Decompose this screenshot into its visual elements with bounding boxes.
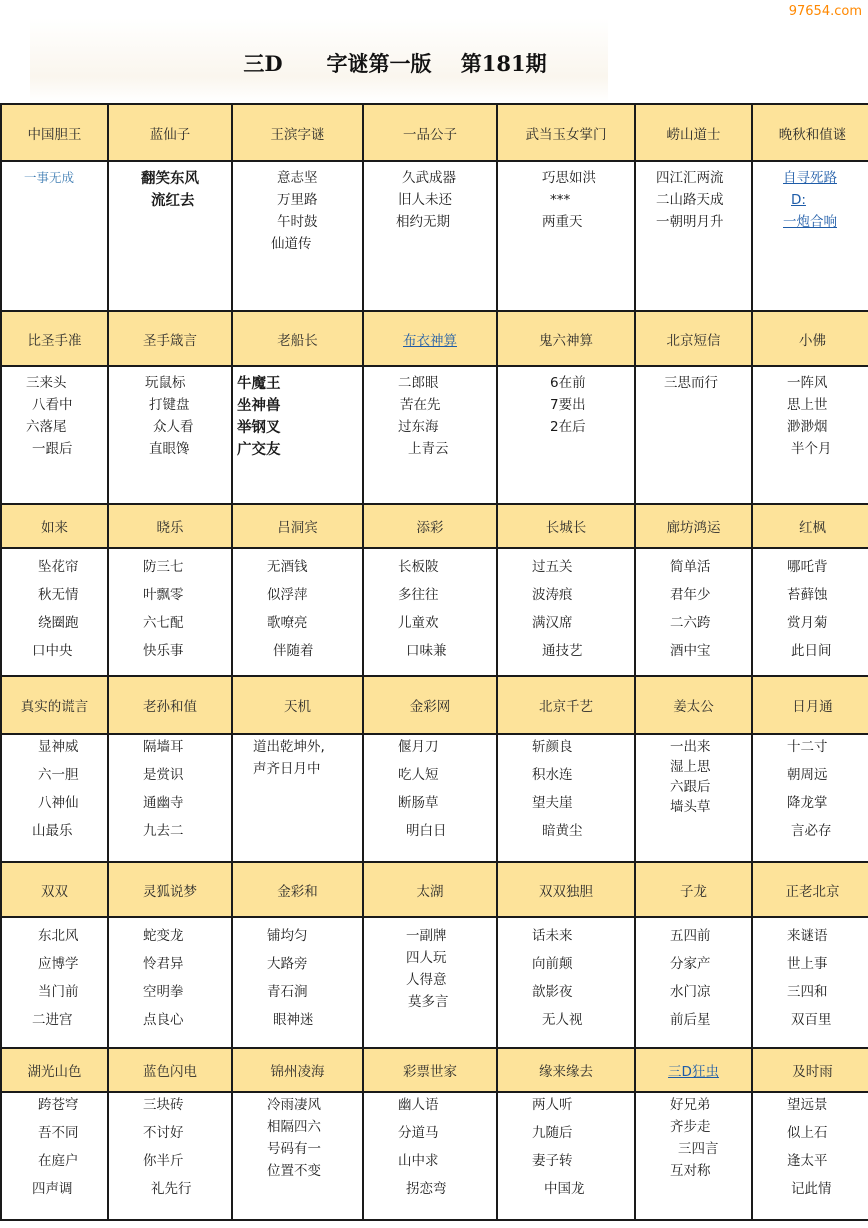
riddle-cell: [108, 1092, 232, 1220]
riddle-line: 一副牌: [406, 928, 447, 944]
riddle-line: 三思而行: [664, 375, 718, 391]
riddle-line: 儿童欢: [398, 615, 439, 631]
riddle-line: 一阵风: [787, 375, 828, 391]
author-name-cell: [497, 862, 635, 917]
riddle-line: 言必存: [791, 823, 832, 839]
riddle-line: 明白日: [406, 823, 447, 839]
author-name: 圣手箴言: [143, 332, 197, 349]
author-name-cell: [497, 1048, 635, 1092]
riddle-line: 偃月刀: [398, 739, 439, 755]
author-name-cell: [752, 104, 868, 161]
riddle-line: 青石涧: [267, 984, 308, 1000]
author-name: 廊坊鸿运: [666, 520, 721, 536]
author-name: 蓝色闪电: [143, 1064, 197, 1080]
author-name-cell: [108, 104, 232, 161]
author-name: 一品公子: [403, 126, 457, 143]
riddle-line: 好兄弟: [670, 1097, 711, 1113]
riddle-line: 广交友: [237, 442, 281, 458]
riddle-line: 山最乐: [32, 823, 73, 839]
riddle-line: 二山路天成: [656, 192, 724, 208]
author-name: 红枫: [799, 520, 826, 536]
author-name: 晓乐: [156, 520, 184, 536]
riddle-line: 一朝明月升: [656, 214, 724, 230]
riddle-line: 礼先行: [151, 1181, 192, 1197]
author-name: 真实的谎言: [20, 699, 89, 715]
author-name: 金彩网: [409, 699, 451, 715]
riddle-line: 话未来: [532, 928, 573, 944]
author-name-row: [1, 104, 868, 161]
riddle-cell: [232, 548, 363, 676]
riddle-line: ***: [550, 192, 571, 208]
riddle-cell: [1, 548, 108, 676]
author-name-cell: [232, 862, 363, 917]
riddle-line: 湿上思: [670, 759, 711, 775]
riddle-line: 6在前: [550, 375, 586, 391]
riddle-line: 旧人未还: [398, 192, 452, 208]
riddle-line: 长板陂: [398, 559, 439, 575]
riddle-row: [1, 917, 868, 1048]
riddle-line: 哪吒背: [787, 559, 828, 575]
author-name: 中国胆王: [27, 126, 82, 143]
author-name-cell: [497, 311, 635, 366]
riddle-cell: [635, 734, 752, 862]
author-name-cell: [635, 104, 752, 161]
riddle-line: 相约无期: [396, 214, 450, 230]
riddle-line: 一跟后: [32, 441, 73, 457]
riddle-line[interactable]: 一炮合响: [783, 214, 837, 230]
author-name-cell: [1, 676, 108, 734]
riddle-cell: [497, 161, 635, 311]
riddle-line: 降龙掌: [787, 795, 828, 811]
author-name: 崂山道士: [666, 126, 721, 143]
riddle-line: 通技艺: [542, 643, 583, 659]
riddle-line: 九去二: [143, 823, 184, 839]
riddle-cell: [497, 366, 635, 504]
riddle-row: [1, 734, 868, 862]
riddle-line: 眼神迷: [273, 1012, 314, 1028]
riddle-line: 妻子转: [532, 1153, 573, 1169]
riddle-line: 意志坚: [277, 170, 318, 186]
riddle-line: 互对称: [670, 1163, 711, 1179]
riddle-line: 流红去: [151, 193, 195, 209]
riddle-cell: [635, 161, 752, 311]
author-name: 老孙和值: [143, 699, 197, 715]
riddle-line[interactable]: 自寻死路: [783, 170, 837, 186]
riddle-line: 打键盘: [149, 397, 190, 413]
author-name-cell: [752, 1048, 868, 1092]
riddle-line: 六一胆: [38, 767, 79, 783]
riddle-line: 中国龙: [544, 1181, 585, 1197]
riddle-line: 三来头: [26, 375, 67, 391]
riddle-line: 万里路: [277, 192, 318, 208]
riddle-cell: [1, 366, 108, 504]
author-name: 湖光山色: [27, 1064, 82, 1080]
riddle-line: 多往往: [398, 587, 439, 603]
riddle-line: 拐恋弯: [406, 1181, 447, 1197]
riddle-cell: [497, 917, 635, 1048]
riddle-line: 叶飘零: [143, 587, 184, 603]
riddle-line: 无人视: [542, 1012, 583, 1028]
riddle-line: 水门凉: [670, 984, 711, 1000]
riddle-line: 似上石: [787, 1125, 828, 1141]
riddle-line: 六跟后: [670, 779, 711, 795]
riddle-line: 铺均匀: [267, 928, 308, 944]
riddle-cell: [108, 366, 232, 504]
riddle-line: 久武成器: [402, 170, 456, 186]
riddle-line: 九随后: [532, 1125, 573, 1141]
author-name: 双双独胆: [539, 883, 593, 900]
riddle-row: [1, 161, 868, 311]
riddle-line: 三四和: [787, 984, 828, 1000]
riddle-line: 满汉席: [532, 615, 573, 631]
riddle-line: 墙头草: [670, 799, 711, 815]
riddle-line: 众人看: [153, 419, 194, 435]
author-name-row: [1, 676, 868, 734]
riddle-line: 跨苍穹: [38, 1097, 79, 1113]
riddle-cell: [232, 161, 363, 311]
author-name-cell: [635, 504, 752, 548]
riddle-line: 过东海: [398, 419, 439, 435]
riddle-line: 简单活: [670, 559, 711, 575]
riddle-line: 直眼馋: [149, 441, 190, 457]
riddle-line: 五四前: [670, 928, 711, 944]
riddle-line: 上青云: [408, 441, 449, 457]
author-name: 北京短信: [666, 332, 721, 349]
riddle-cell: [108, 734, 232, 862]
riddle-cell: [1, 917, 108, 1048]
riddle-line: 四声调: [32, 1181, 73, 1197]
author-name: 武当玉女掌门: [525, 126, 607, 143]
author-name-cell: [108, 676, 232, 734]
riddle-line: 此日间: [791, 643, 832, 659]
riddle-line: 防三七: [143, 559, 184, 575]
riddle-line: 二进宫: [32, 1012, 73, 1028]
riddle-line: 牛魔王: [237, 376, 281, 392]
riddle-table: [0, 103, 868, 1221]
riddle-line: 声齐日月中: [253, 761, 321, 777]
author-name-cell: [1, 504, 108, 548]
riddle-line: 望夫崖: [532, 795, 573, 811]
riddle-line: 应博学: [38, 956, 79, 972]
riddle-line: 快乐事: [143, 643, 184, 659]
author-name-cell: [363, 676, 497, 734]
author-name: 北京千艺: [539, 699, 593, 715]
riddle-line: 幽人语: [398, 1097, 439, 1113]
riddle-line: 两重天: [542, 214, 583, 230]
author-name-cell: [752, 504, 868, 548]
riddle-cell: [635, 548, 752, 676]
author-name: 正老北京: [785, 883, 840, 900]
riddle-line: 歌嘹亮: [267, 615, 308, 631]
riddle-line: 点良心: [143, 1012, 184, 1028]
riddle-cell: [635, 917, 752, 1048]
author-name: 长城长: [545, 520, 587, 536]
author-name: 天机: [284, 699, 311, 715]
author-name-cell: [497, 504, 635, 548]
riddle-line: 位置不变: [267, 1163, 321, 1179]
riddle-cell: [752, 1092, 868, 1220]
riddle-cell: [108, 917, 232, 1048]
riddle-line: 望远景: [787, 1097, 828, 1113]
riddle-line: 四人玩: [406, 950, 447, 966]
riddle-line: 坐神兽: [237, 398, 281, 414]
riddle-line: 波涛痕: [532, 587, 573, 603]
author-name: 老船长: [277, 332, 318, 349]
author-name: 日月通: [792, 699, 833, 715]
riddle-line: 吃人短: [398, 767, 439, 783]
riddle-line: 无酒钱: [267, 559, 308, 575]
riddle-line: 二郎眼: [398, 375, 439, 391]
author-name-cell: [363, 504, 497, 548]
riddle-cell: [363, 1092, 497, 1220]
riddle-line: 空明拳: [143, 984, 184, 1000]
author-name-cell: [635, 676, 752, 734]
riddle-row: [1, 366, 868, 504]
riddle-line: 断肠草: [398, 795, 439, 811]
riddle-line: 秋无情: [38, 587, 79, 603]
riddle-line: 山中求: [398, 1153, 439, 1169]
riddle-cell: [363, 548, 497, 676]
author-name: 比圣手准: [27, 332, 82, 349]
riddle-line: 前后星: [670, 1012, 711, 1028]
riddle-line: 7要出: [550, 397, 586, 413]
riddle-line: 酒中宝: [670, 643, 711, 659]
riddle-line: 似浮萍: [267, 587, 308, 603]
riddle-cell: [232, 734, 363, 862]
author-name-cell: [497, 676, 635, 734]
riddle-line: 相隔四六: [267, 1119, 321, 1135]
author-name-cell: [635, 1048, 752, 1092]
riddle-line: 仙道传: [271, 236, 312, 252]
riddle-line: 道出乾坤外,: [253, 739, 325, 755]
author-name-cell: [232, 504, 363, 548]
riddle-line: 通幽寺: [143, 795, 184, 811]
author-name-cell: [232, 676, 363, 734]
riddle-line[interactable]: D:: [791, 192, 806, 208]
riddle-cell: [363, 917, 497, 1048]
riddle-line: 双百里: [791, 1012, 832, 1028]
author-name: 王滨字谜: [270, 126, 325, 143]
riddle-line: 你半斤: [143, 1153, 184, 1169]
author-name: 蓝仙子: [149, 126, 191, 143]
author-name-row: [1, 311, 868, 366]
riddle-line: 来谜语: [787, 928, 828, 944]
riddle-line: 三四言: [678, 1141, 719, 1157]
riddle-line: 吾不同: [38, 1125, 79, 1141]
riddle-line: 一事无成: [24, 170, 75, 185]
author-name: 如来: [41, 520, 68, 536]
riddle-line: 向前颠: [532, 956, 573, 972]
riddle-line: 一出来: [670, 739, 711, 755]
author-name-cell: [363, 862, 497, 917]
riddle-line: 分家产: [670, 956, 711, 972]
riddle-line: 2在后: [550, 419, 586, 435]
riddle-line: 绕圈跑: [38, 615, 79, 631]
riddle-row: [1, 1092, 868, 1220]
author-name: 吕洞宾: [277, 520, 318, 536]
author-name: 晚秋和值谜: [778, 126, 847, 143]
riddle-line: 莫多言: [408, 994, 449, 1010]
riddle-line: 逢太平: [787, 1153, 828, 1169]
riddle-cell: [363, 366, 497, 504]
riddle-line: 在庭户: [38, 1153, 79, 1169]
riddle-cell: [752, 917, 868, 1048]
riddle-line: 两人听: [532, 1097, 573, 1113]
riddle-line: 歆影夜: [532, 984, 573, 1000]
riddle-line: 蛇变龙: [143, 928, 184, 944]
riddle-line: 斩颜良: [532, 739, 573, 755]
riddle-cell: [1, 1092, 108, 1220]
author-name-row: [1, 504, 868, 548]
riddle-cell: [363, 734, 497, 862]
author-name-cell: [232, 104, 363, 161]
riddle-line: 玩鼠标: [145, 375, 186, 391]
author-name[interactable]: 布衣神算: [403, 332, 457, 349]
riddle-cell: [497, 548, 635, 676]
author-name-cell: [1, 104, 108, 161]
riddle-cell: [232, 1092, 363, 1220]
riddle-line: 显神威: [38, 739, 79, 755]
author-name-cell: [497, 104, 635, 161]
author-name-cell: [363, 104, 497, 161]
author-name-cell: [752, 311, 868, 366]
riddle-line: 积水连: [532, 767, 573, 783]
riddle-line: 十二寸: [787, 739, 828, 755]
riddle-line: 人得意: [406, 972, 447, 988]
riddle-cell: [363, 161, 497, 311]
riddle-cell: [497, 1092, 635, 1220]
author-name-row: [1, 1048, 868, 1092]
riddle-line: 朝周远: [787, 767, 828, 783]
author-name-cell: [1, 862, 108, 917]
riddle-line: 巧思如洪: [542, 170, 596, 186]
author-name: 缘来缘去: [539, 1064, 593, 1080]
page-title: 三D 字谜第一版 第181期: [243, 51, 547, 76]
riddle-line: 举钢叉: [237, 420, 281, 436]
author-name-cell: [108, 311, 232, 366]
author-name: 锦州凌海: [270, 1064, 325, 1080]
author-name: 太湖: [416, 883, 444, 900]
riddle-line: 渺渺烟: [787, 419, 828, 435]
riddle-line: 齐步走: [670, 1119, 711, 1135]
riddle-line: 号码有一: [267, 1141, 321, 1157]
author-name: 金彩和: [277, 883, 318, 900]
author-name: 彩票世家: [403, 1064, 457, 1080]
riddle-line: 苔藓蚀: [787, 587, 828, 603]
riddle-cell: [752, 548, 868, 676]
author-name-cell: [108, 862, 232, 917]
riddle-cell: [752, 734, 868, 862]
riddle-line: 世上事: [787, 956, 828, 972]
author-name: 鬼六神算: [539, 332, 593, 349]
riddle-line: 翻笑东风: [141, 171, 199, 187]
author-name[interactable]: 三D狂虫: [668, 1064, 719, 1080]
riddle-line: 六落尾: [26, 419, 67, 435]
riddle-line: 不讨好: [143, 1125, 184, 1141]
author-name-cell: [108, 1048, 232, 1092]
author-name: 子龙: [680, 883, 707, 900]
riddle-cell: [108, 161, 232, 311]
author-name: 灵狐说梦: [143, 883, 197, 900]
riddle-line: 半个月: [791, 441, 832, 457]
riddle-line: 赏月菊: [787, 615, 828, 631]
riddle-cell: [635, 366, 752, 504]
riddle-line: 东北风: [38, 928, 79, 944]
riddle-line: 四江汇两流: [656, 170, 724, 186]
author-name: 小佛: [799, 332, 826, 349]
author-name-cell: [752, 676, 868, 734]
riddle-line: 冷雨凄风: [267, 1097, 321, 1113]
riddle-line: 暗黄尘: [542, 823, 583, 839]
riddle-line: 思上世: [787, 397, 828, 413]
author-name-cell: [232, 311, 363, 366]
author-name: 双双: [41, 883, 68, 900]
riddle-line: 口中央: [32, 643, 73, 659]
riddle-cell: [232, 366, 363, 504]
riddle-cell: [752, 161, 868, 311]
riddle-line: 过五关: [532, 559, 573, 575]
riddle-line: 二六跨: [670, 615, 711, 631]
riddle-line: 分道马: [398, 1125, 439, 1141]
riddle-line: 大路旁: [267, 956, 308, 972]
riddle-line: 三块砖: [143, 1097, 184, 1113]
riddle-line: 午时鼓: [277, 214, 318, 230]
author-name: 及时雨: [792, 1064, 833, 1080]
site-watermark: 97654.com: [788, 4, 862, 19]
riddle-line: 君年少: [670, 587, 711, 603]
riddle-cell: [232, 917, 363, 1048]
author-name-cell: [232, 1048, 363, 1092]
riddle-line: 口味兼: [406, 643, 447, 659]
author-name-cell: [363, 311, 497, 366]
riddle-line: 苦在先: [400, 397, 441, 413]
riddle-line: 是赏识: [143, 767, 184, 783]
author-name: 添彩: [416, 520, 444, 536]
riddle-cell: [497, 734, 635, 862]
riddle-cell: [1, 734, 108, 862]
riddle-line: 六七配: [143, 615, 184, 631]
author-name-cell: [752, 862, 868, 917]
riddle-line: 记此情: [791, 1181, 832, 1197]
riddle-line: 怜君异: [143, 956, 184, 972]
riddle-row: [1, 548, 868, 676]
author-name-cell: [363, 1048, 497, 1092]
riddle-line: 当门前: [38, 984, 79, 1000]
author-name-cell: [108, 504, 232, 548]
riddle-line: 八神仙: [38, 795, 79, 811]
riddle-cell: [1, 161, 108, 311]
author-name-cell: [635, 311, 752, 366]
riddle-cell: [752, 366, 868, 504]
author-name: 姜太公: [673, 699, 714, 715]
riddle-cell: [108, 548, 232, 676]
author-name-cell: [1, 311, 108, 366]
author-name-cell: [635, 862, 752, 917]
riddle-line: 坠花帘: [38, 559, 79, 575]
riddle-line: 八看中: [32, 397, 73, 413]
riddle-cell: [635, 1092, 752, 1220]
author-name-row: [1, 862, 868, 917]
author-name-cell: [1, 1048, 108, 1092]
riddle-line: 隔墙耳: [143, 739, 184, 755]
riddle-line: 伴随着: [273, 643, 314, 659]
